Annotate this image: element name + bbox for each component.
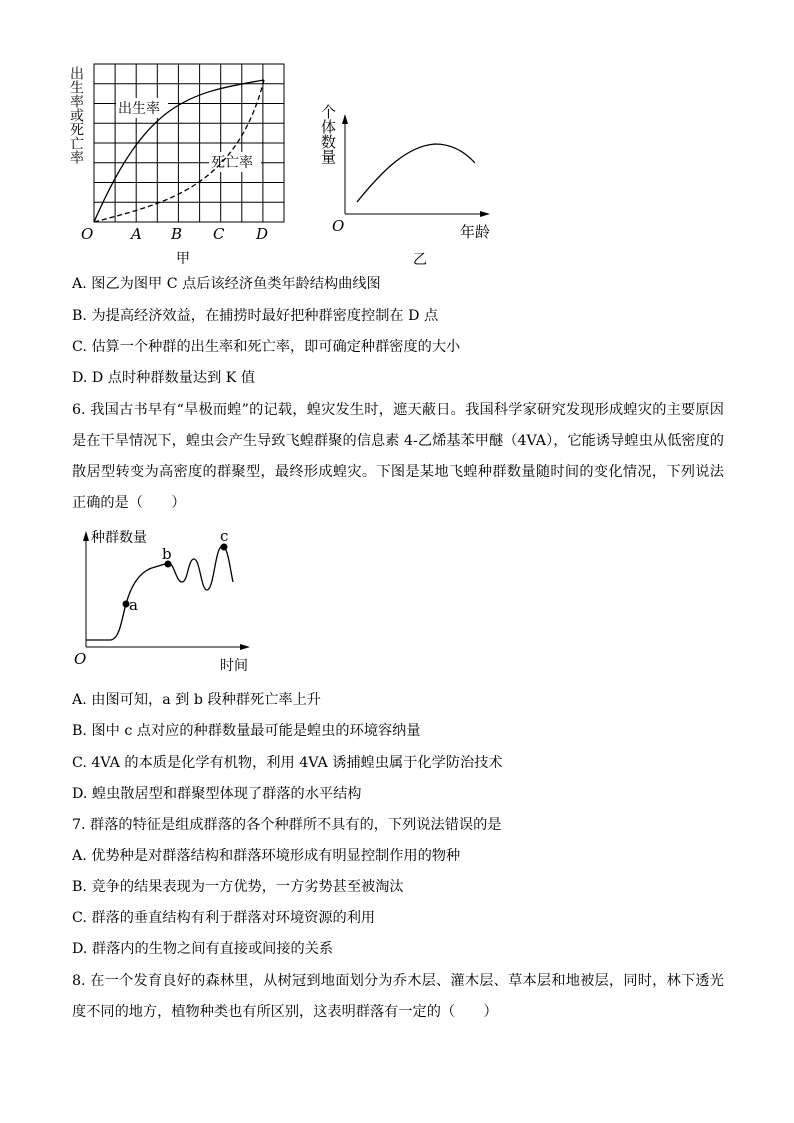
q7-stem: 7. 群落的特征是组成群落的各个种群所不具有的，下列说法错误的是 — [72, 817, 502, 833]
figure-yi-x-label: 年龄 — [460, 223, 491, 241]
figure-q6 — [70, 522, 260, 682]
figure-yi-svg — [319, 96, 502, 271]
figure-yi-y-label: 个体数量 — [319, 104, 337, 164]
figure-jia-grid — [94, 64, 284, 222]
population-curve — [86, 546, 233, 640]
yi-y-arrow — [342, 114, 348, 124]
figure-jia — [66, 58, 296, 270]
figure-yi-caption: 乙 — [413, 252, 427, 268]
x-tick-b: B — [171, 225, 183, 243]
point-c-label: c — [220, 527, 229, 545]
x-tick-o: O — [81, 225, 94, 243]
figure-yi — [319, 96, 502, 271]
q6-y-arrow — [83, 531, 89, 541]
q8-stem: 8. 在一个发育良好的森林里，从树冠到地面划分为乔木层、灌木层、草本层和地被层，同时，林下透光度不同的地方，植物种类也有所区别，这表明群落有一定的（ ） — [72, 973, 724, 1020]
q6-x-arrow — [240, 644, 250, 650]
point-b-label: b — [162, 545, 172, 563]
q6-origin: O — [74, 650, 87, 668]
figure-yi-origin: O — [332, 217, 345, 235]
q7-option-c: C. 群落的垂直结构有利于群落对环境资源的利用 — [72, 910, 376, 926]
q6-x-label: 时间 — [220, 658, 248, 674]
figure-jia-caption: 甲 — [176, 251, 190, 267]
q7-option-b: B. 竞争的结果表现为一方优势，一方劣势甚至被淘汰 — [72, 879, 404, 895]
q5-option-d: D. D 点时种群数量达到 K 值 — [72, 370, 256, 386]
x-tick-c: C — [213, 225, 225, 243]
age-structure-curve — [357, 144, 475, 202]
yi-x-arrow — [480, 211, 490, 217]
q7-option-a: A. 优势种是对群落结构和群落环境形成有明显控制作用的物种 — [72, 848, 461, 864]
q5-option-b: B. 为提高经济效益，在捕捞时最好把种群密度控制在 D 点 — [72, 308, 439, 324]
q5-option-a: A. 图乙为图甲 C 点后该经济鱼类年龄结构曲线图 — [72, 276, 381, 292]
x-tick-d: D — [256, 225, 269, 243]
figure-jia-svg — [66, 58, 296, 270]
point-a-label: a — [129, 596, 138, 614]
q6-stem: 6. 我国古书早有“旱极而蝗”的记载，蝗灾发生时，遮天蔽日。我国科学家研究发现形成蝗灾的主要原因是在干旱情况下，蝗虫会产生导致飞蝗群聚的信息素 4-乙烯基苯甲醚（4VA），它能诱导蝗虫从低密度的散居型转变为高密度的群聚型，最终形成蝗灾。下图是某地飞蝗种群数量随时间的变化情况，下列说法正确的是（ ） — [72, 402, 724, 511]
q6-y-label: 种群数量 — [91, 530, 147, 546]
x-tick-a: A — [131, 225, 142, 243]
q6-option-b: B. 图中 c 点对应的种群数量最可能是蝗虫的环境容纳量 — [72, 723, 421, 739]
birth-rate-label: 出生率 — [118, 101, 160, 117]
q6-option-d: D. 蝗虫散居型和群聚型体现了群落的水平结构 — [72, 786, 362, 802]
q5-option-c: C. 估算一个种群的出生率和死亡率，即可确定种群密度的大小 — [72, 339, 461, 355]
figure-q6-svg — [70, 522, 260, 682]
q6-option-c: C. 4VA 的本质是化学有机物，利用 4VA 诱捕蝗虫属于化学防治技术 — [72, 755, 503, 771]
q7-option-d: D. 群落内的生物之间有直接或间接的关系 — [72, 941, 334, 957]
figure-jia-y-label: 出生率或死亡率 — [68, 66, 84, 164]
q6-option-a: A. 由图可知，a 到 b 段种群死亡率上升 — [72, 692, 321, 708]
death-rate-label: 死亡率 — [211, 155, 253, 171]
